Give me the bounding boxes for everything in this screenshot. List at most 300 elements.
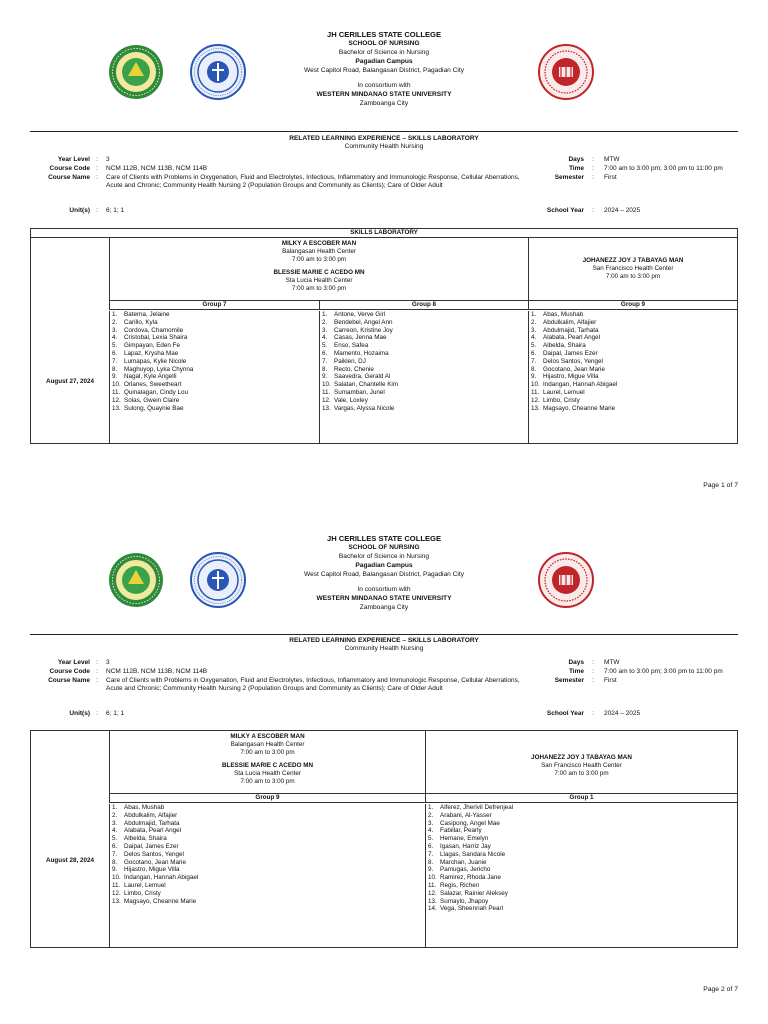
college-name: JH CERILLES STATE COLLEGE <box>326 30 442 39</box>
days-value: MTW <box>604 156 620 163</box>
group-list-container <box>109 311 319 443</box>
member-number: 12. <box>531 396 540 404</box>
group-header: Group 7 <box>109 301 319 310</box>
letterhead <box>0 534 768 612</box>
group-member <box>529 358 737 366</box>
campus-address: West Capitol Road, Balangasan District, Pagadian City <box>303 67 465 74</box>
member-name: Lapaz, Krysha Mae <box>124 349 179 357</box>
days-label: Days <box>568 659 584 666</box>
ci-shift: 7:00 am to 3:00 pm <box>291 284 347 292</box>
group-header: Group 1 <box>425 794 737 803</box>
member-number: 11. <box>531 388 540 396</box>
member-number: 3. <box>112 819 118 827</box>
days-value: MTW <box>604 659 620 666</box>
ci-shift: 7:00 am to 3:00 pm <box>291 255 347 263</box>
group-member <box>529 327 737 335</box>
member-number: 4. <box>531 334 537 342</box>
member-name: Limbo, Cristy <box>543 396 580 404</box>
member-name: Ramirez, Rhoda Jane <box>440 874 501 882</box>
group-member <box>110 358 319 366</box>
member-name: Gocotano, Jean Marie <box>124 858 186 866</box>
group-member <box>110 389 319 397</box>
course-info: Year Level : 3 Course Code : NCM 112B, NCM 113B, NCM 114B Course Name : Care of Clients with Problems in Oxygenation, Fluid and Electrolytes, Infectious, Inflammatory and Immunologic Response, Cellular Aberrations, Acute and Chronic; Community Health Nursing 2 (Population Groups and Community as Clients); Care of Older Adult Unit(s) : 6; 1; 1 Days : MTW Time : 7:00 am to 3:00 pm; 3:00 pm to 11:00 pm Semester : First School Year : 2024 – 2025 <box>0 156 768 216</box>
school-year-value: 2024 – 2025 <box>604 710 641 717</box>
semester-label: Semester <box>554 174 584 181</box>
ci-shift: 7:00 am to 3:00 pm <box>605 272 661 280</box>
ci-place: Balangasan Health Center <box>230 740 305 748</box>
member-number: 7. <box>322 357 328 365</box>
group-member <box>110 405 319 413</box>
group-list-container <box>319 311 528 443</box>
member-name: Mamento, Hozaima <box>334 349 389 357</box>
member-number: 6. <box>531 349 537 357</box>
group-member <box>529 366 737 374</box>
course-info: Year Level : 3 Course Code : NCM 112B, NCM 113B, NCM 114B Course Name : Care of Clients with Problems in Oxygenation, Fluid and Electrolytes, Infectious, Inflammatory and Immunologic Response, Cellular Aberrations, Acute and Chronic; Community Health Nursing 2 (Population Groups and Community as Clients); Care of Older Adult Unit(s) : 6; 1; 1 Days : MTW Time : 7:00 am to 3:00 pm; 3:00 pm to 11:00 pm Semester : First School Year : 2024 – 2025 <box>0 659 768 719</box>
group-list-container <box>109 804 425 947</box>
college-name: JH CERILLES STATE COLLEGE <box>326 534 442 543</box>
group-member <box>110 366 319 374</box>
university-city: Zamboanga City <box>359 604 409 611</box>
group-member <box>426 812 737 820</box>
ci-block-left <box>109 731 425 794</box>
member-number: 10. <box>531 381 540 389</box>
member-name: Daipal, James Ezer <box>124 842 179 850</box>
member-name: Magsayo, Cheanne Marie <box>124 897 197 905</box>
member-name: Antone, Verve Girl <box>334 311 386 318</box>
ci-shift: 7:00 am to 3:00 pm <box>240 748 295 756</box>
member-name: Abdulkalim, Alfajier <box>543 318 597 326</box>
member-name: Abdulmajid, Tarhata <box>543 326 599 334</box>
member-number: 2. <box>531 318 537 326</box>
member-number: 6. <box>428 842 434 850</box>
group-member <box>426 882 737 890</box>
ci-place: Balangasan Health Center <box>282 247 356 255</box>
schedule-date: August 28, 2024 <box>46 857 94 864</box>
member-number: 13. <box>112 897 121 905</box>
rle-heading <box>0 637 768 653</box>
school-year-label: School Year <box>546 710 584 717</box>
units-value: 6; 1; 1 <box>106 710 125 717</box>
member-number: 8. <box>112 365 118 373</box>
rle-heading <box>0 135 768 151</box>
member-name: Casipong, Angel Mae <box>440 819 500 827</box>
ci-shift: 7:00 am to 3:00 pm <box>240 777 295 785</box>
member-number: 12. <box>428 889 437 897</box>
group-member <box>529 381 737 389</box>
ci-name: JOHANEZZ JOY J TABAYAG MAN <box>531 754 632 761</box>
course-code-value: NCM 112B, NCM 113B, NCM 114B <box>106 165 208 172</box>
program-name: Bachelor of Science in Nursing <box>338 553 430 560</box>
member-name: Baterna, Jelaine <box>124 311 170 318</box>
group-member <box>426 820 737 828</box>
group-member <box>529 334 737 342</box>
group-member-list <box>110 804 425 905</box>
member-number: 2. <box>322 318 328 326</box>
group-member <box>320 327 528 335</box>
ci-place: San Francisco Health Center <box>541 761 622 769</box>
member-name: Regis, Richen <box>440 881 480 889</box>
member-name: Abas, Mushab <box>124 804 165 811</box>
member-name: Saavedra, Gerald Al <box>334 373 391 381</box>
member-number: 7. <box>428 850 434 858</box>
group-member <box>426 874 737 882</box>
group-header: Group 8 <box>319 301 528 310</box>
group-member-list <box>426 804 737 913</box>
group-member <box>529 373 737 381</box>
group-list-container <box>425 804 737 947</box>
ci-block-right <box>528 238 737 301</box>
member-name: Laurel, Lemuel <box>124 881 166 889</box>
group-list-container <box>528 311 737 443</box>
school-year-label: School Year <box>546 207 584 214</box>
date-column <box>31 238 109 443</box>
group-member <box>110 890 425 898</box>
member-number: 8. <box>531 365 537 373</box>
group-member <box>320 350 528 358</box>
ci-name: BLESSIE MARIE C ACEDO MN <box>221 762 314 770</box>
group-member <box>320 319 528 327</box>
member-number: 10. <box>322 381 331 389</box>
group-member <box>426 843 737 851</box>
group-member <box>426 859 737 867</box>
time-label: Time <box>568 668 584 675</box>
member-name: Llagas, Sandara Nicole <box>440 850 506 858</box>
member-name: Albelda, Shaira <box>124 835 167 843</box>
member-name: Hemane, Emelyn <box>440 835 489 843</box>
member-number: 6. <box>112 842 118 850</box>
member-name: Orlanes, Sweetheart <box>124 381 182 389</box>
member-number: 9. <box>322 373 328 381</box>
member-name: Pamugas, Jericho <box>440 866 491 874</box>
page-number: Page 1 of 7 <box>703 482 738 489</box>
member-name: Laurel, Lemuel <box>543 388 585 396</box>
school-name: SCHOOL OF NURSING <box>348 40 420 47</box>
member-number: 7. <box>112 357 118 365</box>
member-number: 3. <box>112 326 118 334</box>
member-number: 1. <box>112 804 118 811</box>
member-number: 12. <box>112 889 121 897</box>
member-number: 9. <box>428 866 434 874</box>
university-name: WESTERN MINDANAO STATE UNIVERSITY <box>316 595 452 602</box>
group-header: Group 9 <box>109 794 425 803</box>
consortium-text: In consortium with <box>357 586 411 593</box>
course-code-label: Course Code <box>49 165 90 172</box>
member-name: Carillo, Kyla <box>124 318 158 326</box>
member-name: Fabillar, Pearly <box>440 827 482 835</box>
member-name: Hijastro, Migue Villa <box>543 373 599 381</box>
course-name-label: Course Name <box>48 677 90 684</box>
member-name: Carreon, Kristine Joy <box>334 326 393 334</box>
group-member <box>110 827 425 835</box>
year-level-label: Year Level <box>57 659 90 666</box>
member-name: Gimpayan, Eden Fe <box>124 342 181 350</box>
member-number: 1. <box>322 311 328 318</box>
member-name: Solas, Gwein Claire <box>124 396 180 404</box>
group-member-list <box>320 311 528 412</box>
member-number: 5. <box>112 342 118 350</box>
group-member <box>320 366 528 374</box>
ci-block-right <box>425 731 737 794</box>
member-number: 13. <box>112 404 121 412</box>
member-name: Igasan, Harriz Jay <box>440 842 491 850</box>
member-number: 2. <box>428 811 434 819</box>
member-name: Casas, Jenna Mae <box>334 334 387 342</box>
group-member <box>110 381 319 389</box>
member-number: 12. <box>112 396 121 404</box>
semester-value: First <box>604 677 617 684</box>
letterhead <box>0 30 768 108</box>
group-member <box>110 311 319 319</box>
rle-title: RELATED LEARNING EXPERIENCE – SKILLS LABORATORY <box>289 637 479 644</box>
group-member <box>426 866 737 874</box>
member-name: Nagal, Kyle Angelli <box>124 373 177 381</box>
group-member <box>529 350 737 358</box>
member-number: 10. <box>428 874 437 882</box>
group-member <box>529 342 737 350</box>
year-level-value: 3 <box>106 659 110 666</box>
campus-address: West Capitol Road, Balangasan District, Pagadian City <box>303 571 465 578</box>
schedule-date: August 27, 2024 <box>46 378 94 385</box>
member-name: Sulong, Quaynie Bae <box>124 404 184 412</box>
units-label: Unit(s) <box>69 710 90 717</box>
member-name: Abas, Mushab <box>543 311 584 318</box>
ci-place: Sta Lucia Health Center <box>234 770 301 778</box>
group-member <box>320 405 528 413</box>
group-member <box>110 835 425 843</box>
units-value: 6; 1; 1 <box>106 207 125 214</box>
group-member <box>110 397 319 405</box>
group-member <box>110 820 425 828</box>
member-name: Daipal, James Ezer <box>543 349 598 357</box>
member-number: 10. <box>112 381 121 389</box>
member-number: 8. <box>112 858 118 866</box>
date-column <box>31 731 109 947</box>
member-number: 13. <box>322 404 331 412</box>
member-name: Cristobal, Lexia Shaira <box>124 334 188 342</box>
time-label: Time <box>568 165 584 172</box>
member-name: Marchan, Juanie <box>440 858 487 866</box>
schedule-table <box>30 730 738 948</box>
member-number: 7. <box>531 357 537 365</box>
member-number: 5. <box>322 342 328 350</box>
ci-place: San Francisco Health Center <box>592 264 674 272</box>
member-number: 2. <box>112 811 118 819</box>
member-name: Delos Santos, Yengel <box>543 357 603 365</box>
member-number: 2. <box>112 318 118 326</box>
member-number: 5. <box>112 835 118 843</box>
member-number: 3. <box>322 326 328 334</box>
rle-title: RELATED LEARNING EXPERIENCE – SKILLS LABORATORY <box>289 135 479 142</box>
ci-name: MILKY A ESCOBER MAN <box>281 240 357 247</box>
ci-name: MILKY A ESCOBER MAN <box>230 733 305 740</box>
group-member <box>110 342 319 350</box>
member-number: 11. <box>322 388 331 396</box>
member-number: 14. <box>428 905 437 913</box>
ci-name: JOHANEZZ JOY J TABAYAG MAN <box>582 257 684 264</box>
member-number: 11. <box>112 388 121 396</box>
days-label: Days <box>568 156 584 163</box>
member-number: 13. <box>531 404 540 412</box>
group-member <box>426 804 737 812</box>
group-member <box>426 827 737 835</box>
group-member <box>110 851 425 859</box>
member-name: Maghuyop, Lyka Chynna <box>124 365 194 373</box>
member-name: Abdulmajid, Tarhata <box>124 819 180 827</box>
member-name: Indangan, Hannah Abigael <box>124 874 199 882</box>
member-number: 5. <box>428 835 434 843</box>
member-number: 8. <box>428 858 434 866</box>
header-divider <box>30 634 738 635</box>
course-code-value: NCM 112B, NCM 113B, NCM 114B <box>106 668 208 675</box>
group-member <box>426 851 737 859</box>
group-member <box>110 812 425 820</box>
member-number: 4. <box>112 334 118 342</box>
schedule-table <box>30 228 738 444</box>
campus-name: Pagadian Campus <box>355 58 413 65</box>
group-member <box>110 319 319 327</box>
group-member <box>110 373 319 381</box>
group-member <box>110 882 425 890</box>
member-number: 12. <box>322 396 331 404</box>
member-name: Limbo, Cristy <box>124 889 161 897</box>
member-number: 1. <box>112 311 118 318</box>
group-member <box>320 311 528 319</box>
member-name: Paiklen, DJ <box>334 357 366 365</box>
semester-value: First <box>604 174 617 181</box>
rle-subtitle: Community Health Nursing <box>344 143 424 150</box>
time-value: 7:00 am to 3:00 pm; 3:00 pm to 11:00 pm <box>604 165 723 172</box>
page-number: Page 2 of 7 <box>703 986 738 993</box>
campus-name: Pagadian Campus <box>355 562 413 569</box>
member-number: 11. <box>428 881 437 889</box>
group-member <box>426 835 737 843</box>
school-name: SCHOOL OF NURSING <box>348 544 420 551</box>
member-name: Gocotano, Jean Marie <box>543 365 605 373</box>
member-number: 4. <box>428 827 434 835</box>
ci-block-left <box>109 238 528 301</box>
group-member <box>320 381 528 389</box>
group-member <box>320 397 528 405</box>
university-name: WESTERN MINDANAO STATE UNIVERSITY <box>316 91 452 98</box>
group-member <box>110 327 319 335</box>
group-header: Group 9 <box>528 301 737 310</box>
member-name: Lumapas, Kylie Nicole <box>124 357 187 365</box>
consortium-text: In consortium with <box>357 82 411 89</box>
university-city: Zamboanga City <box>359 100 409 107</box>
member-name: Bendebel, Angel Ann <box>334 318 393 326</box>
section-title: SKILLS LABORATORY <box>31 229 737 238</box>
member-name: Vega, Sheennah Pearl <box>440 905 504 913</box>
member-name: Sumamban, Junel <box>334 388 385 396</box>
group-member <box>529 405 737 413</box>
group-member <box>529 397 737 405</box>
group-member <box>110 898 425 906</box>
semester-label: Semester <box>554 677 584 684</box>
rle-subtitle: Community Health Nursing <box>344 645 424 652</box>
member-number: 6. <box>112 349 118 357</box>
member-number: 1. <box>428 804 434 811</box>
member-name: Salatan, Chantelle Kim <box>334 381 399 389</box>
group-member <box>529 389 737 397</box>
school-year-value: 2024 – 2025 <box>604 207 641 214</box>
member-name: Alferez, Jherivil Defrenjeal <box>440 804 514 811</box>
member-name: Sumaylo, Jhapoy <box>440 897 489 905</box>
year-level-value: 3 <box>106 156 110 163</box>
member-number: 6. <box>322 349 328 357</box>
member-number: 4. <box>322 334 328 342</box>
header-divider <box>30 131 738 132</box>
member-number: 10. <box>112 874 121 882</box>
document-page-2 <box>0 512 768 1024</box>
group-member <box>110 843 425 851</box>
group-member <box>320 389 528 397</box>
member-name: Vargas, Alyssa Nicole <box>334 404 395 412</box>
member-name: Hijastro, Migue Villa <box>124 866 180 874</box>
year-level-label: Year Level <box>57 156 90 163</box>
course-name-value: Care of Clients with Problems in Oxygenation, Fluid and Electrolytes, Infectious, Inflammatory and Immunologic Response, Cellular Aberrations, Acute and Chronic; Community Health Nursing 2 (Population Groups and Community as Clients); Care of Older Adult <box>106 174 520 190</box>
member-number: 9. <box>112 373 118 381</box>
member-number: 8. <box>322 365 328 373</box>
program-name: Bachelor of Science in Nursing <box>338 49 430 56</box>
group-member <box>110 866 425 874</box>
member-name: Cordova, Chamomile <box>124 326 184 334</box>
member-name: Abdulkalim, Alfajier <box>124 811 178 819</box>
member-name: Arabani, Al-Yasser <box>440 811 492 819</box>
member-number: 11. <box>112 881 121 889</box>
group-member <box>110 350 319 358</box>
group-member <box>320 334 528 342</box>
member-number: 1. <box>531 311 537 318</box>
member-number: 9. <box>531 373 537 381</box>
group-member-list <box>529 311 737 412</box>
member-name: Enso, Safea <box>334 342 369 350</box>
group-member <box>320 358 528 366</box>
member-number: 3. <box>531 326 537 334</box>
member-name: Indangan, Hannah Abigael <box>543 381 618 389</box>
group-member <box>110 334 319 342</box>
member-number: 4. <box>112 827 118 835</box>
group-member <box>529 319 737 327</box>
group-member <box>110 859 425 867</box>
group-member <box>426 890 737 898</box>
ci-name: BLESSIE MARIE C ACEDO MN <box>273 269 365 277</box>
member-name: Alabata, Pearl Angel <box>124 827 182 835</box>
group-member <box>110 804 425 812</box>
group-member <box>426 898 737 906</box>
course-name-label: Course Name <box>48 174 90 181</box>
group-member <box>529 311 737 319</box>
member-name: Alabata, Pearl Angel <box>543 334 601 342</box>
group-member <box>320 373 528 381</box>
member-name: Albelda, Shaira <box>543 342 586 350</box>
member-name: Salazar, Rainier Aleksey <box>440 889 508 897</box>
member-number: 7. <box>112 850 118 858</box>
time-value: 7:00 am to 3:00 pm; 3:00 pm to 11:00 pm <box>604 668 723 675</box>
ci-place: Sta Lucia Health Center <box>285 277 353 285</box>
member-name: Quinalagan, Cindy Lou <box>124 388 189 396</box>
course-code-label: Course Code <box>49 668 90 675</box>
member-name: Magsayo, Cheanne Marie <box>543 404 616 412</box>
units-label: Unit(s) <box>69 207 90 214</box>
group-member-list <box>110 311 319 412</box>
member-number: 5. <box>531 342 537 350</box>
course-name-value: Care of Clients with Problems in Oxygenation, Fluid and Electrolytes, Infectious, Inflammatory and Immunologic Response, Cellular Aberrations, Acute and Chronic; Community Health Nursing 2 (Population Groups and Community as Clients); Care of Older Adult <box>106 677 520 693</box>
member-name: Delos Santos, Yengel <box>124 850 184 858</box>
member-number: 9. <box>112 866 118 874</box>
group-member <box>110 874 425 882</box>
member-number: 3. <box>428 819 434 827</box>
group-member <box>320 342 528 350</box>
